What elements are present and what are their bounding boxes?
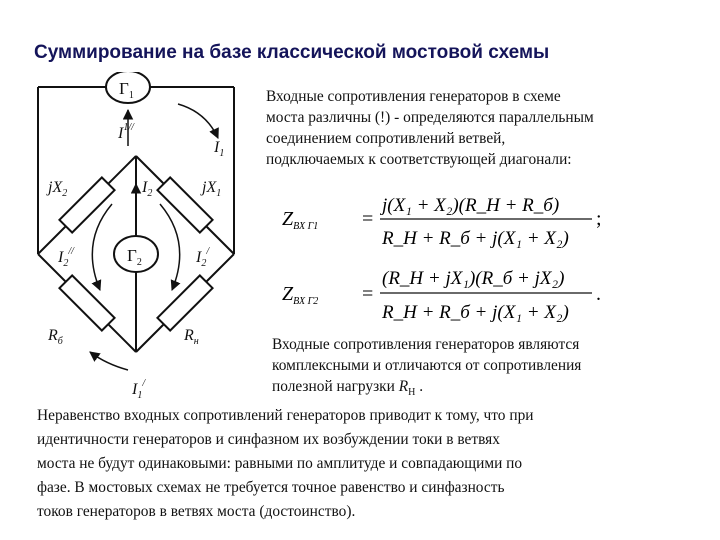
label-i2-left: $I_2^{//}$ — [58, 246, 74, 269]
formula1-end: ; — [596, 208, 602, 230]
intro-line: подключаемых к соответствующей диагонали: — [266, 151, 572, 168]
formula2-numerator: (R_Н + jX₁)(R_б + jX₂) — [382, 268, 565, 289]
formula2-lhs: $Z_{ВХ Г2}$ — [282, 283, 319, 307]
intro-line: Входные сопротивления генераторов в схеме — [266, 88, 561, 105]
bridge-circuit-diagram — [28, 72, 268, 412]
formula1-denominator: R_Н + R_б + j(X₁ + X₂) — [382, 228, 569, 249]
note-line: Входные сопротивления генераторов являются — [272, 336, 580, 353]
formula2-denominator: R_Н + R_б + j(X₁ + X₂) — [382, 302, 569, 323]
label-jx1: $jX_1$ — [202, 179, 222, 199]
label-i2: $I_2$ — [142, 179, 153, 199]
note-line: комплексными и отличаются от сопротивления — [272, 357, 582, 374]
formula1-lhs: $Z_{ВХ Г1}$ — [282, 208, 319, 232]
formula2-equals: = — [362, 283, 374, 305]
generator-g2-label: $Г_2$ — [127, 246, 142, 268]
resistor-rn — [157, 275, 212, 330]
arrow-i2-right — [160, 204, 180, 290]
formula1-equals: = — [362, 208, 374, 230]
paragraph-line: Неравенство входных сопротивлений генераторов приводит к тому, что при — [37, 407, 534, 424]
impedance-formulas — [278, 180, 618, 330]
note-line3-text: полезной нагрузки — [272, 378, 399, 395]
note-load-symbol: R — [398, 378, 409, 395]
intro-line: моста различны (!) - определяются параллельным — [266, 109, 594, 126]
label-jx2: $jX_2$ — [48, 179, 68, 199]
slide-title: Суммирование на базе классической мостовой схемы — [34, 42, 550, 63]
resistor-jx2 — [59, 177, 114, 232]
paragraph-line: токов генераторов в ветвях моста (достоинство). — [37, 503, 356, 520]
label-rb: $R_б$ — [48, 327, 63, 347]
paragraph-line: идентичности генераторов и синфазном их возбуждении токи в ветвях — [37, 431, 500, 448]
label-i2-right: $I_2^/$ — [196, 246, 210, 269]
formula1-numerator: j(X₁ + X₂)(R_Н + R_б) — [382, 195, 560, 216]
arrow-i2-left — [92, 204, 112, 290]
formula2-end: . — [596, 283, 601, 305]
note-text — [272, 334, 712, 403]
arrow-i1-bottom — [90, 352, 128, 370]
label-i1-right: $I_1$ — [214, 139, 225, 159]
arrow-i1-right — [178, 104, 218, 138]
paragraph-line: фазе. В мостовых схемах не требуется точное равенство и синфазность — [37, 479, 505, 496]
generator-g1-label: $Г_1$ — [119, 79, 134, 101]
conclusion-paragraph — [37, 404, 717, 524]
intro-text — [266, 86, 706, 170]
intro-line: соединением сопротивлений ветвей, — [266, 130, 506, 147]
label-i1-top: $I^{1//}$ — [118, 122, 134, 142]
paragraph-line: моста не будут одинаковыми: равными по амплитуде и совпадающими по — [37, 455, 523, 472]
label-rn: $R_н$ — [184, 327, 199, 347]
resistor-rb — [59, 275, 114, 330]
note-line3-end: . — [415, 378, 424, 395]
label-i1-bottom: $I_1^/$ — [132, 378, 146, 401]
note-load-subscript: Н — [408, 387, 416, 399]
note-line — [272, 376, 712, 403]
